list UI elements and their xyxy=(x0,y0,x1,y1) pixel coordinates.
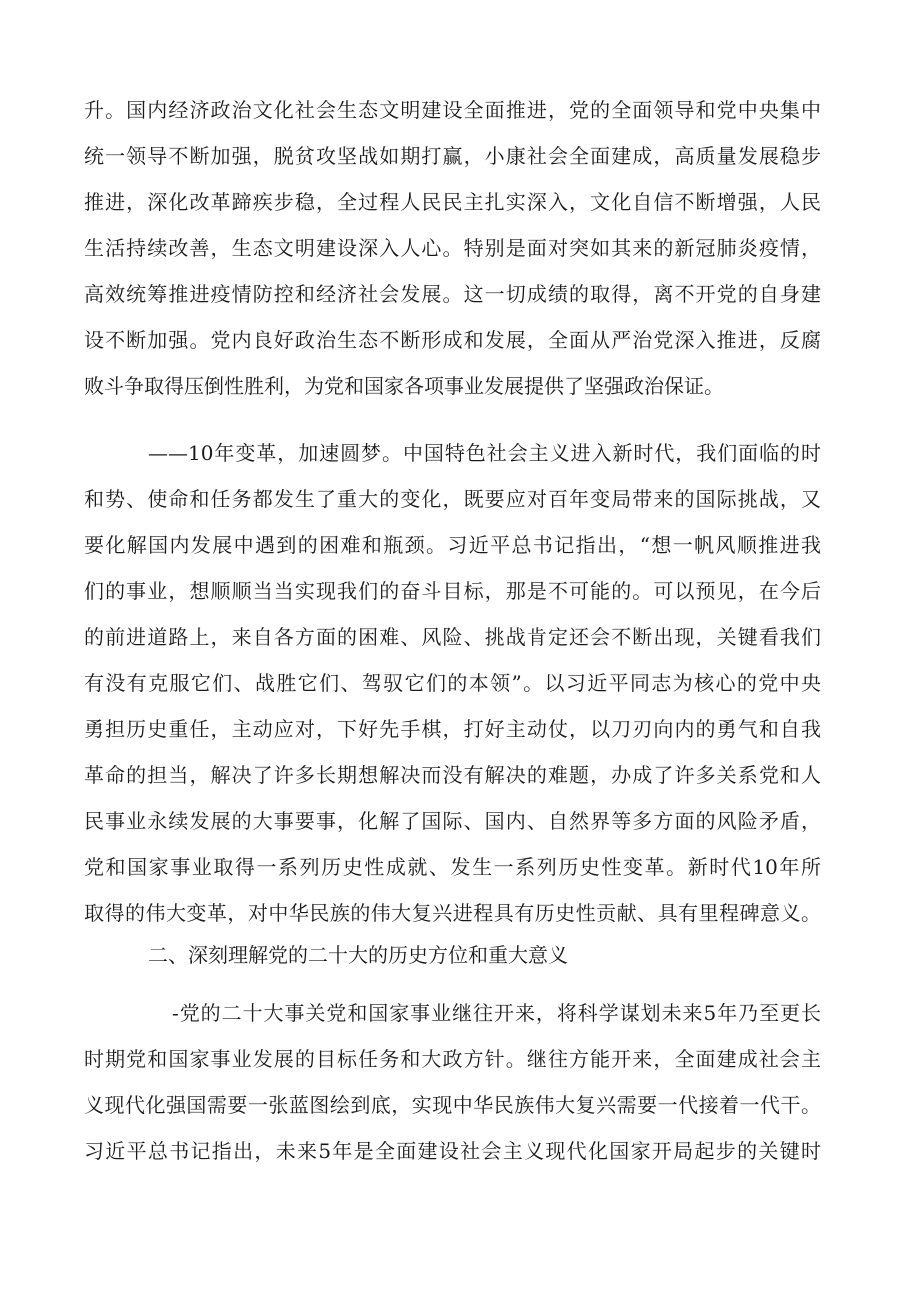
text-line: 统一领导不断加强，脱贫攻坚战如期打赢，小康社会全面建成，高质量发展稳步 xyxy=(84,144,821,168)
text-line: ——10年变革，加速圆梦。中国特色社会主义进入新时代，我们面临的时 xyxy=(148,441,821,465)
text-line: 和势、使命和任务都发生了重大的变化，既要应对百年变局带来的国际挑战，又 xyxy=(84,487,821,511)
text-line: 取得的伟大变革，对中华民族的伟大复兴进程具有历史性贡献、具有里程碑意义。 xyxy=(84,901,821,925)
text-line: 勇担历史重任，主动应对，下好先手棋，打好主动仗，以刀刃向内的勇气和自我 xyxy=(84,717,821,741)
text-line: -党的二十大事关党和国家事业继往开来，将科学谋划未来5年乃至更长 xyxy=(172,1001,821,1025)
section-heading: 二、深刻理解党的二十大的历史方位和重大意义 xyxy=(148,943,568,967)
text-line: 习近平总书记指出，未来5年是全面建设社会主义现代化国家开局起步的关键时 xyxy=(84,1139,821,1163)
text-line: 要化解国内发展中遇到的困难和瓶颈。习近平总书记指出，“想一帆风顺推进我 xyxy=(84,533,821,557)
text-line: 败斗争取得压倒性胜利，为党和国家各项事业发展提供了坚强政治保证。 xyxy=(84,374,724,398)
text-line: 革命的担当，解决了许多长期想解决而没有解决的难题，办成了许多关系党和人 xyxy=(84,763,821,787)
text-line: 义现代化强国需要一张蓝图绘到底，实现中华民族伟大复兴需要一代接着一代干。 xyxy=(84,1093,821,1117)
text-line: 们的事业，想顺顺当当实现我们的奋斗目标，那是不可能的。可以预见，在今后 xyxy=(84,579,821,603)
text-line: 的前进道路上，来自各方面的困难、风险、挑战肯定还会不断出现，关键看我们 xyxy=(84,625,821,649)
text-line: 有没有克服它们、战胜它们、驾驭它们的本领”。以习近平同志为核心的党中央 xyxy=(84,671,821,695)
text-line: 设不断加强。党内良好政治生态不断形成和发展，全面从严治党深入推进，反腐 xyxy=(84,328,821,352)
text-line: 民事业永续发展的大事要事，化解了国际、国内、自然界等多方面的风险矛盾， xyxy=(84,809,821,833)
text-line: 党和国家事业取得一系列历史性成就、发生一系列历史性变革。新时代10年所 xyxy=(84,855,821,879)
text-line: 高效统筹推进疫情防控和经济社会发展。这一切成绩的取得，离不开党的自身建 xyxy=(84,282,821,306)
text-line: 推进，深化改革蹄疾步稳，全过程人民民主扎实深入，文化自信不断增强，人民 xyxy=(84,190,821,214)
text-line: 时期党和国家事业发展的目标任务和大政方针。继往方能开来，全面建成社会主 xyxy=(84,1047,821,1071)
text-line: 升。国内经济政治文化社会生态文明建设全面推进，党的全面领导和党中央集中 xyxy=(84,98,821,122)
text-line: 生活持续改善，生态文明建设深入人心。特别是面对突如其来的新冠肺炎疫情， xyxy=(84,236,821,260)
